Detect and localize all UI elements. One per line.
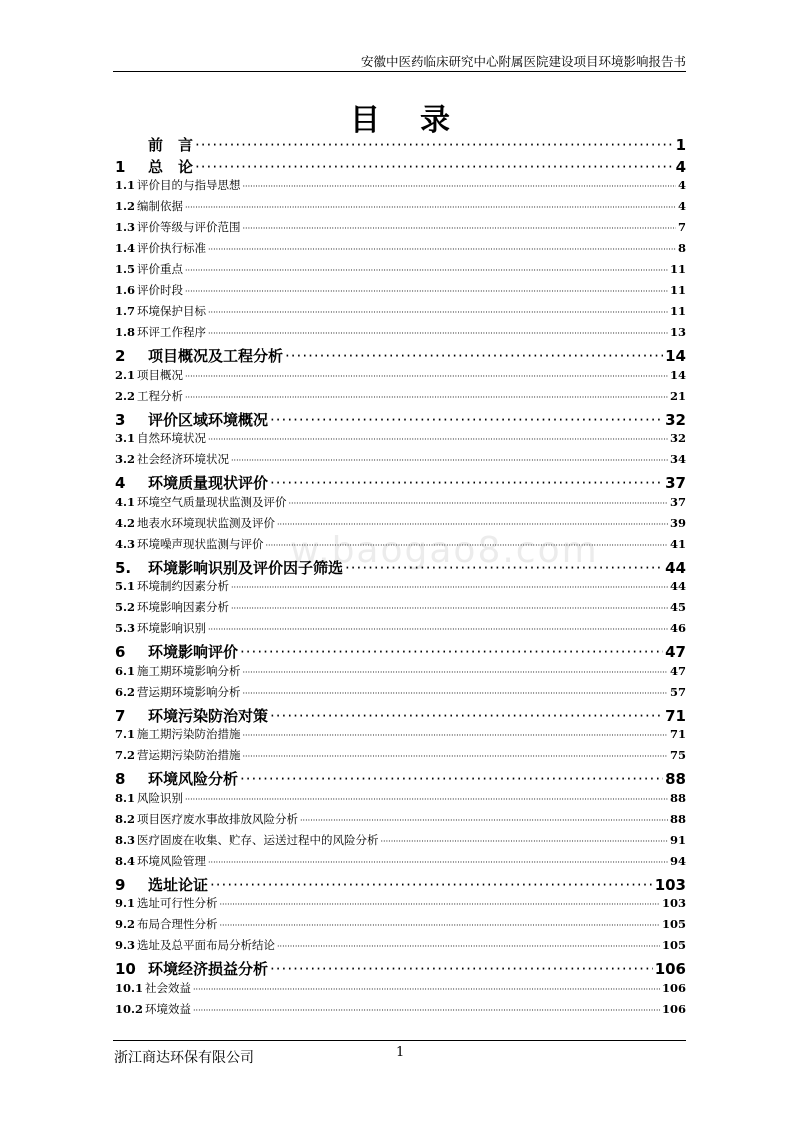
toc-entry-number: 8.4: [115, 853, 136, 868]
toc-entry-label: 营运期污染防治措施: [137, 748, 241, 762]
toc-leader-dots: [231, 579, 668, 593]
toc-entry-number: 4.1: [115, 494, 136, 509]
toc-entry-number: 5.3: [115, 621, 136, 635]
toc-entry-label: 项目概况: [137, 367, 184, 382]
toc-entry-label: 医疗固废在收集、贮存、运送过程中的风险分析: [137, 832, 379, 847]
footer-company: 浙江商达环保有限公司: [114, 1050, 254, 1066]
toc-leader-dots: [208, 854, 668, 868]
toc-entry-label: 施工期环境影响分析: [137, 663, 241, 678]
toc-entry-number: 8.2: [115, 811, 136, 826]
toc-section-entry[interactable]: [115, 430, 686, 451]
toc-section-entry[interactable]: [115, 303, 686, 324]
toc-leader-dots: [185, 283, 668, 297]
toc-entry-page: 71: [665, 706, 686, 725]
toc-chapter-entry[interactable]: [115, 134, 686, 156]
toc-leader-dots: [220, 896, 660, 910]
toc-entry-page: 14: [665, 347, 686, 365]
toc-entry-page: 106: [654, 960, 686, 978]
toc-entry-number: 10.2: [115, 1001, 144, 1016]
toc-leader-dots: [240, 770, 663, 788]
toc-chapter-entry[interactable]: [115, 641, 686, 663]
toc-leader-dots: [220, 917, 660, 931]
toc-section-entry[interactable]: [115, 240, 686, 261]
toc-entry-label: 环评工作程序: [137, 325, 207, 339]
toc-entry-page: 44: [665, 558, 686, 577]
toc-entry-number: 4.2: [115, 515, 136, 530]
toc-section-entry[interactable]: [115, 494, 686, 515]
toc-entry-number: 1.2: [115, 199, 136, 213]
toc-entry-label: 选址论证: [148, 875, 209, 894]
toc-entry-number: 8: [115, 770, 126, 788]
toc-entry-number: 7.2: [115, 748, 136, 762]
toc-entry-label: 评价区域环境概况: [148, 410, 269, 429]
toc-title: 目录: [350, 103, 490, 138]
toc-section-entry[interactable]: [115, 663, 686, 684]
toc-section-entry[interactable]: [115, 684, 686, 705]
toc-section-entry[interactable]: [115, 451, 686, 472]
toc-leader-dots: [210, 876, 653, 894]
toc-entry-page: 46: [669, 621, 686, 635]
toc-entry-page: 34: [669, 452, 686, 466]
toc-entry-number: 3.2: [115, 452, 136, 466]
toc-entry-page: 105: [661, 938, 686, 952]
toc-section-entry[interactable]: [115, 198, 686, 219]
toc-entry-number: 1.3: [115, 220, 136, 234]
toc-entry-number: 1.6: [115, 283, 136, 297]
toc-entry-page: 37: [669, 494, 686, 509]
toc-entry-label: 编制依据: [137, 199, 184, 213]
toc-entry-label: 环境噪声现状监测与评价: [137, 536, 264, 551]
toc-entry-number: 9.1: [115, 896, 136, 910]
toc-entry-number: 2: [115, 347, 126, 365]
toc-entry-page: 106: [661, 1001, 686, 1016]
toc-section-entry[interactable]: [115, 261, 686, 282]
toc-entry-label: 前 言: [148, 136, 194, 154]
toc-section-entry[interactable]: [115, 219, 686, 240]
toc-leader-dots: [208, 325, 668, 339]
toc-leader-dots: [300, 812, 668, 826]
toc-section-entry[interactable]: [115, 832, 686, 853]
toc-section-entry[interactable]: [115, 388, 686, 409]
toc-entry-page: 103: [661, 896, 686, 910]
toc-leader-dots: [243, 727, 668, 741]
toc-leader-dots: [208, 621, 668, 635]
toc-entry-label: 环境保护目标: [137, 304, 207, 318]
toc-leader-dots: [231, 600, 668, 614]
toc-entry-page: 75: [669, 748, 686, 762]
toc-leader-dots: [185, 262, 668, 276]
toc-leader-dots: [270, 707, 663, 725]
toc-entry-label: 社会经济环境状况: [137, 452, 230, 466]
toc-entry-page: 44: [669, 579, 686, 593]
toc-entry-number: 1.4: [115, 241, 136, 255]
footer-rule: [113, 1040, 686, 1041]
toc-entry-page: 45: [669, 600, 686, 614]
toc-section-entry[interactable]: [115, 747, 686, 768]
toc-entry-label: 评价目的与指导思想: [137, 178, 241, 192]
toc-entry-number: 1.8: [115, 325, 136, 339]
toc-entry-label: 环境影响识别: [137, 621, 207, 635]
toc-entry-number: 1.1: [115, 178, 136, 192]
toc-entry-page: 94: [669, 853, 686, 868]
toc-entry-label: 环境影响评价: [148, 643, 239, 661]
running-header: 安徽中医药临床研究中心附属医院建设项目环境影响报告书: [360, 54, 686, 69]
toc-entry-page: 32: [665, 410, 686, 429]
toc-entry-page: 47: [669, 663, 686, 678]
toc-entry-label: 自然环境状况: [137, 431, 207, 445]
toc-entry-label: 评价等级与评价范围: [137, 220, 241, 234]
toc-leader-dots: [231, 452, 668, 466]
toc-leader-dots: [266, 537, 668, 551]
toc-entry-number: 1: [115, 157, 126, 176]
toc-leader-dots: [289, 495, 668, 509]
toc-leader-dots: [270, 474, 663, 492]
toc-entry-number: 6.2: [115, 684, 136, 699]
toc-entry-number: 9: [115, 875, 126, 894]
toc-entry-page: 88: [669, 811, 686, 826]
toc-entry-page: 4: [677, 178, 686, 192]
toc-chapter-entry[interactable]: [115, 409, 686, 431]
toc-chapter-entry[interactable]: [115, 156, 686, 178]
toc-leader-dots: [243, 748, 668, 762]
toc-leader-dots: [240, 643, 663, 661]
toc-leader-dots: [277, 516, 668, 530]
toc-chapter-entry[interactable]: [115, 472, 686, 494]
toc-leader-dots: [270, 960, 653, 978]
header-rule: [113, 71, 686, 72]
toc-entry-page: 88: [665, 770, 686, 788]
toc-entry-number: 9.3: [115, 938, 136, 952]
toc-entry-number: 10: [115, 960, 136, 978]
toc-leader-dots: [381, 833, 668, 847]
toc-entry-page: 11: [669, 283, 686, 297]
watermark: w.baogao8.com: [290, 530, 599, 571]
toc-entry-number: 10.1: [115, 980, 144, 995]
toc-entry-label: 环境污染防治对策: [148, 706, 269, 725]
toc-leader-dots: [243, 664, 668, 678]
toc-chapter-entry[interactable]: [115, 874, 686, 896]
toc-leader-dots: [345, 559, 663, 577]
toc-entry-page: 106: [661, 980, 686, 995]
toc-leader-dots: [285, 347, 663, 365]
table-of-contents: [115, 134, 686, 1022]
toc-entry-number: 1.5: [115, 262, 136, 276]
toc-section-entry[interactable]: [115, 515, 686, 536]
toc-leader-dots: [185, 199, 676, 213]
toc-entry-page: 1: [675, 136, 686, 154]
toc-entry-page: 57: [669, 684, 686, 699]
toc-section-entry[interactable]: [115, 599, 686, 620]
toc-entry-number: 7.1: [115, 727, 136, 741]
toc-entry-label: 环境经济损益分析: [148, 960, 269, 978]
toc-leader-dots: [277, 938, 660, 952]
toc-leader-dots: [193, 981, 660, 995]
toc-section-entry[interactable]: [115, 916, 686, 937]
toc-leader-dots: [243, 178, 676, 192]
toc-section-entry[interactable]: [115, 980, 686, 1001]
toc-entry-number: 7: [115, 706, 126, 725]
toc-entry-page: 47: [665, 643, 686, 661]
toc-entry-number: 2.2: [115, 388, 136, 403]
toc-entry-page: 105: [661, 917, 686, 931]
toc-entry-number: 4: [115, 474, 126, 492]
toc-entry-number: 8.3: [115, 832, 136, 847]
toc-section-entry[interactable]: [115, 536, 686, 557]
toc-section-entry[interactable]: [115, 620, 686, 641]
toc-leader-dots: [185, 368, 668, 382]
toc-entry-number: 6: [115, 643, 126, 661]
toc-chapter-entry[interactable]: [115, 705, 686, 727]
toc-entry-number: 3: [115, 410, 126, 429]
toc-section-entry[interactable]: [115, 578, 686, 599]
toc-section-entry[interactable]: [115, 811, 686, 832]
toc-section-entry[interactable]: [115, 895, 686, 916]
toc-chapter-entry[interactable]: [115, 768, 686, 790]
toc-entry-number: 5.2: [115, 600, 136, 614]
toc-entry-label: 环境风险分析: [148, 770, 239, 788]
toc-section-entry[interactable]: [115, 282, 686, 303]
toc-entry-page: 4: [677, 199, 686, 213]
toc-entry-page: 91: [669, 832, 686, 847]
toc-entry-page: 103: [654, 875, 686, 894]
toc-section-entry[interactable]: [115, 790, 686, 811]
toc-section-entry[interactable]: [115, 1001, 686, 1022]
toc-entry-page: 7: [677, 220, 686, 234]
toc-leader-dots: [193, 1002, 660, 1016]
toc-leader-dots: [243, 220, 676, 234]
toc-chapter-entry[interactable]: [115, 958, 686, 980]
toc-entry-page: 8: [677, 241, 686, 255]
toc-leader-dots: [208, 304, 668, 318]
toc-entry-page: 41: [669, 536, 686, 551]
toc-entry-number: 5.: [115, 558, 132, 577]
toc-entry-number: 5.1: [115, 579, 136, 593]
toc-entry-label: 环境影响因素分析: [137, 600, 230, 614]
toc-entry-label: 营运期环境影响分析: [137, 684, 241, 699]
toc-leader-dots: [185, 791, 668, 805]
toc-entry-page: 13: [669, 325, 686, 339]
toc-entry-number: 1.7: [115, 304, 136, 318]
toc-leader-dots: [270, 411, 663, 429]
toc-entry-label: 评价重点: [137, 262, 184, 276]
toc-entry-label: 评价执行标准: [137, 241, 207, 255]
toc-entry-label: 评价时段: [137, 283, 184, 297]
toc-leader-dots: [195, 136, 674, 154]
toc-section-entry[interactable]: [115, 726, 686, 747]
toc-section-entry[interactable]: [115, 324, 686, 345]
toc-entry-label: 环境空气质量现状监测及评价: [137, 494, 287, 509]
toc-entry-page: 39: [669, 515, 686, 530]
toc-entry-label: 选址及总平面布局分析结论: [137, 938, 276, 952]
toc-entry-page: 4: [675, 157, 686, 176]
toc-entry-label: 环境制约因素分析: [137, 579, 230, 593]
toc-entry-page: 71: [669, 727, 686, 741]
toc-entry-label: 布局合理性分析: [137, 917, 218, 931]
toc-entry-number: 8.1: [115, 790, 136, 805]
toc-leader-dots: [195, 158, 674, 176]
toc-entry-label: 施工期污染防治措施: [137, 727, 241, 741]
toc-chapter-entry[interactable]: [115, 557, 686, 579]
toc-leader-dots: [208, 431, 668, 445]
toc-entry-label: 风险识别: [137, 790, 184, 805]
toc-leader-dots: [243, 685, 668, 699]
toc-entry-number: 3.1: [115, 431, 136, 445]
toc-entry-page: 11: [669, 304, 686, 318]
toc-entry-label: 环境效益: [145, 1001, 192, 1016]
toc-entry-page: 21: [669, 388, 686, 403]
toc-entry-number: 2.1: [115, 367, 136, 382]
toc-entry-label: 项目医疗废水事故排放风险分析: [137, 811, 299, 826]
toc-entry-label: 项目概况及工程分析: [148, 347, 284, 365]
toc-entry-page: 32: [669, 431, 686, 445]
toc-entry-label: 环境质量现状评价: [148, 474, 269, 492]
toc-entry-label: 环境风险管理: [137, 853, 207, 868]
toc-entry-page: 37: [665, 474, 686, 492]
toc-entry-label: 地表水环境现状监测及评价: [137, 515, 276, 530]
toc-section-entry[interactable]: [115, 367, 686, 388]
toc-entry-number: 4.3: [115, 536, 136, 551]
toc-leader-dots: [185, 389, 668, 403]
footer-page-number: 1: [396, 1045, 405, 1060]
toc-entry-number: 6.1: [115, 663, 136, 678]
toc-section-entry[interactable]: [115, 853, 686, 874]
toc-section-entry[interactable]: [115, 177, 686, 198]
toc-entry-page: 88: [669, 790, 686, 805]
toc-entry-label: 环境影响识别及评价因子筛选: [148, 558, 344, 577]
toc-entry-page: 11: [669, 262, 686, 276]
toc-entry-label: 社会效益: [145, 980, 192, 995]
toc-entry-label: 总 论: [148, 157, 194, 176]
toc-leader-dots: [208, 241, 676, 255]
toc-entry-page: 14: [669, 367, 686, 382]
toc-entry-number: 9.2: [115, 917, 136, 931]
toc-entry-label: 工程分析: [137, 388, 184, 403]
toc-entry-label: 选址可行性分析: [137, 896, 218, 910]
toc-chapter-entry[interactable]: [115, 345, 686, 367]
toc-section-entry[interactable]: [115, 937, 686, 958]
